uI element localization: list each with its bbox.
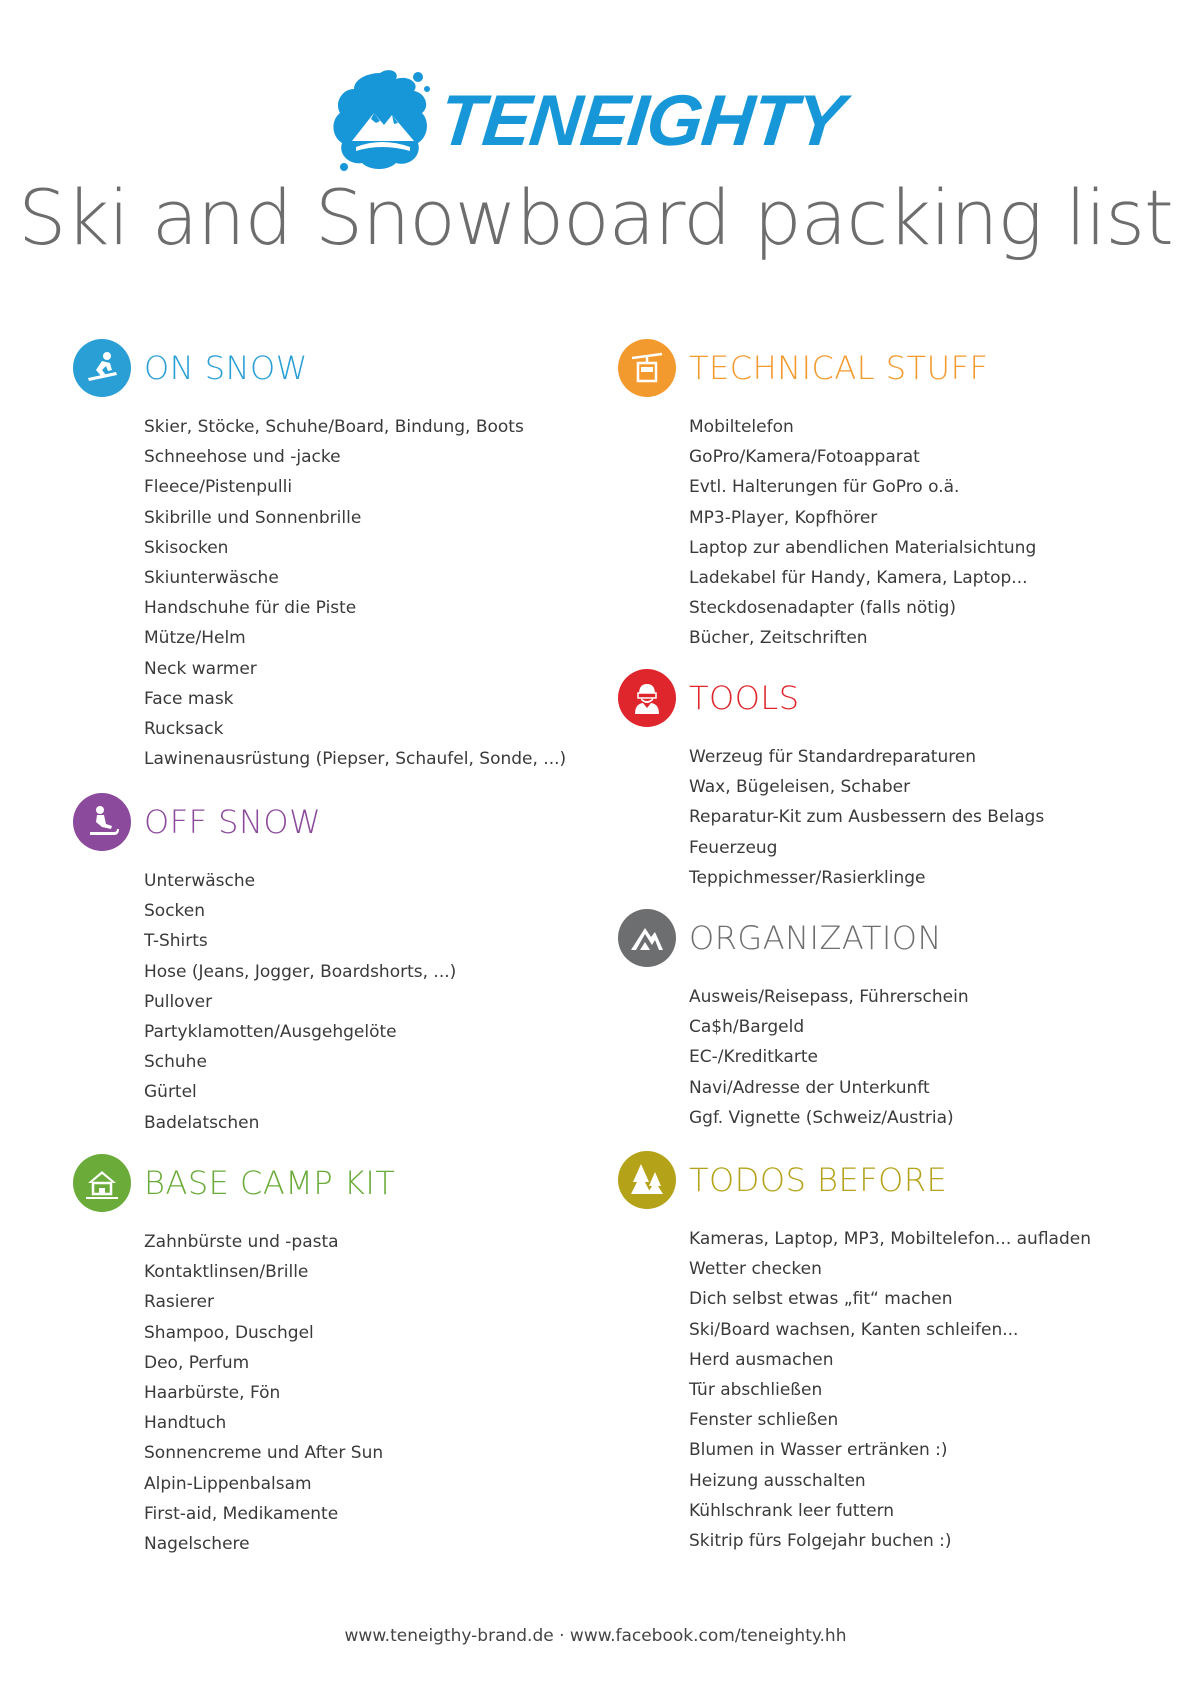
list-item: First-aid, Medikamente <box>144 1503 339 1524</box>
list-item: Alpin-Lippenbalsam <box>144 1473 312 1494</box>
list-item: Fleece/Pistenpulli <box>144 477 293 498</box>
list-item: Heizung ausschalten <box>689 1470 866 1491</box>
list-item: Mütze/Helm <box>144 628 246 649</box>
skier-goggles-icon <box>618 669 676 727</box>
list-item: T-Shirts <box>144 931 208 952</box>
item-list <box>144 866 456 1138</box>
list-item: Hose (Jeans, Jogger, Boardshorts, ...) <box>144 961 457 982</box>
list-item: Skisocken <box>144 537 229 558</box>
list-item: Skibrille und Sonnenbrille <box>144 507 362 528</box>
list-item: MP3-Player, Kopfhörer <box>689 507 878 528</box>
section-tools <box>618 668 1044 893</box>
pine-trees-icon <box>618 1151 676 1209</box>
list-item: Schuhe <box>144 1052 207 1073</box>
item-list <box>144 1227 395 1559</box>
list-item: Bücher, Zeitschriften <box>689 628 868 649</box>
footer-links: www.teneigthy-brand.de · www.facebook.com/teneighty.hh <box>344 1626 847 1646</box>
list-item: Ausweis/Reisepass, Führerschein <box>689 987 969 1007</box>
list-item: GoPro/Kamera/Fotoapparat <box>689 447 920 468</box>
list-item: Werzeug für Standardreparaturen <box>689 747 977 767</box>
item-list <box>689 412 1036 654</box>
list-item: Ggf. Vignette (Schweiz/Austria) <box>689 1107 954 1128</box>
section-off-snow <box>73 792 456 1138</box>
list-item: Kameras, Laptop, MP3, Mobiltelefon... aufladen <box>689 1229 1091 1249</box>
list-item: Wetter checken <box>689 1259 822 1280</box>
list-item: Nagelschere <box>144 1533 250 1554</box>
section-title: TOOLS <box>689 679 800 717</box>
list-item: Skiunterwäsche <box>144 567 279 588</box>
list-item: Pullover <box>144 991 213 1012</box>
list-item: Ladekabel für Handy, Kamera, Laptop... <box>689 567 1028 588</box>
list-item: Partyklamotten/Ausgehgelöte <box>144 1021 397 1042</box>
item-list <box>689 982 969 1133</box>
list-item: Unterwäsche <box>144 871 256 891</box>
list-item: Rucksack <box>144 718 224 739</box>
list-item: Laptop zur abendlichen Materialsichtung <box>689 537 1037 558</box>
list-item: Sonnencreme und After Sun <box>144 1443 384 1464</box>
list-item: Schneehose und -jacke <box>144 447 341 468</box>
section-technical-stuff <box>618 338 1036 654</box>
list-item: Zahnbürste und -pasta <box>144 1232 339 1252</box>
section-title: ON SNOW <box>144 349 308 387</box>
list-item: Socken <box>144 901 206 922</box>
list-item: Skier, Stöcke, Schuhe/Board, Bindung, Boots <box>144 417 524 437</box>
list-item: Kontaktlinsen/Brille <box>144 1262 309 1283</box>
list-item: Reparatur-Kit zum Ausbessern des Belags <box>689 807 1045 828</box>
list-item: Evtl. Halterungen für GoPro o.ä. <box>689 477 960 498</box>
page-title: Ski and Snowboard packing list <box>18 173 1173 262</box>
list-item: Navi/Adresse der Unterkunft <box>689 1077 930 1098</box>
list-item: Tür abschließen <box>689 1379 823 1400</box>
sledding-icon <box>73 793 131 851</box>
list-item: Mobiltelefon <box>689 417 794 437</box>
list-item: Dich selbst etwas „fit“ machen <box>689 1289 953 1310</box>
item-list <box>689 1224 1091 1556</box>
list-item: Steckdosenadapter (falls nötig) <box>689 598 957 619</box>
list-item: Teppichmesser/Rasierklinge <box>689 867 926 888</box>
section-title: OFF SNOW <box>144 803 322 841</box>
list-item: Deo, Perfum <box>144 1352 250 1373</box>
list-item: Herd ausmachen <box>689 1349 834 1370</box>
item-list <box>689 742 1044 893</box>
list-item: Haarbürste, Fön <box>144 1382 281 1403</box>
item-list <box>144 412 566 774</box>
list-item: Shampoo, Duschgel <box>144 1322 314 1343</box>
list-item: Blumen in Wasser ertränken :) <box>689 1440 948 1461</box>
section-organization <box>618 908 969 1133</box>
list-item: Feuerzeug <box>689 837 778 858</box>
list-item: Handtuch <box>144 1413 227 1434</box>
section-base-camp-kit <box>73 1153 395 1559</box>
splash-mountain-logo-icon <box>330 67 434 175</box>
brand-name: TENEIGHTY <box>435 81 848 161</box>
section-title: TECHNICAL STUFF <box>689 349 989 387</box>
list-item: Badelatschen <box>144 1112 260 1133</box>
brand-logo <box>330 66 848 176</box>
gondola-icon <box>618 339 676 397</box>
snowboarder-icon <box>73 339 131 397</box>
list-item: Wax, Bügeleisen, Schaber <box>689 777 911 798</box>
list-item: EC-/Kreditkarte <box>689 1047 818 1068</box>
list-item: Ca$h/Bargeld <box>689 1017 805 1038</box>
section-title: BASE CAMP KIT <box>144 1164 396 1202</box>
mountain-icon <box>618 909 676 967</box>
list-item: Face mask <box>144 688 234 709</box>
list-item: Fenster schließen <box>689 1410 839 1431</box>
list-item: Neck warmer <box>144 658 257 679</box>
section-title: ORGANIZATION <box>689 919 942 957</box>
list-item: Ski/Board wachsen, Kanten schleifen... <box>689 1319 1019 1340</box>
section-on-snow <box>73 338 566 774</box>
section-title: TODOS BEFORE <box>689 1161 948 1199</box>
list-item: Handschuhe für die Piste <box>144 598 357 619</box>
section-todos-before <box>618 1150 1091 1556</box>
chalet-icon <box>73 1154 131 1212</box>
list-item: Rasierer <box>144 1292 214 1313</box>
list-item: Gürtel <box>144 1082 197 1103</box>
list-item: Lawinenausrüstung (Piepser, Schaufel, Sonde, ...) <box>144 749 567 770</box>
list-item: Skitrip fürs Folgejahr buchen :) <box>689 1530 952 1551</box>
list-item: Kühlschrank leer futtern <box>689 1500 895 1521</box>
